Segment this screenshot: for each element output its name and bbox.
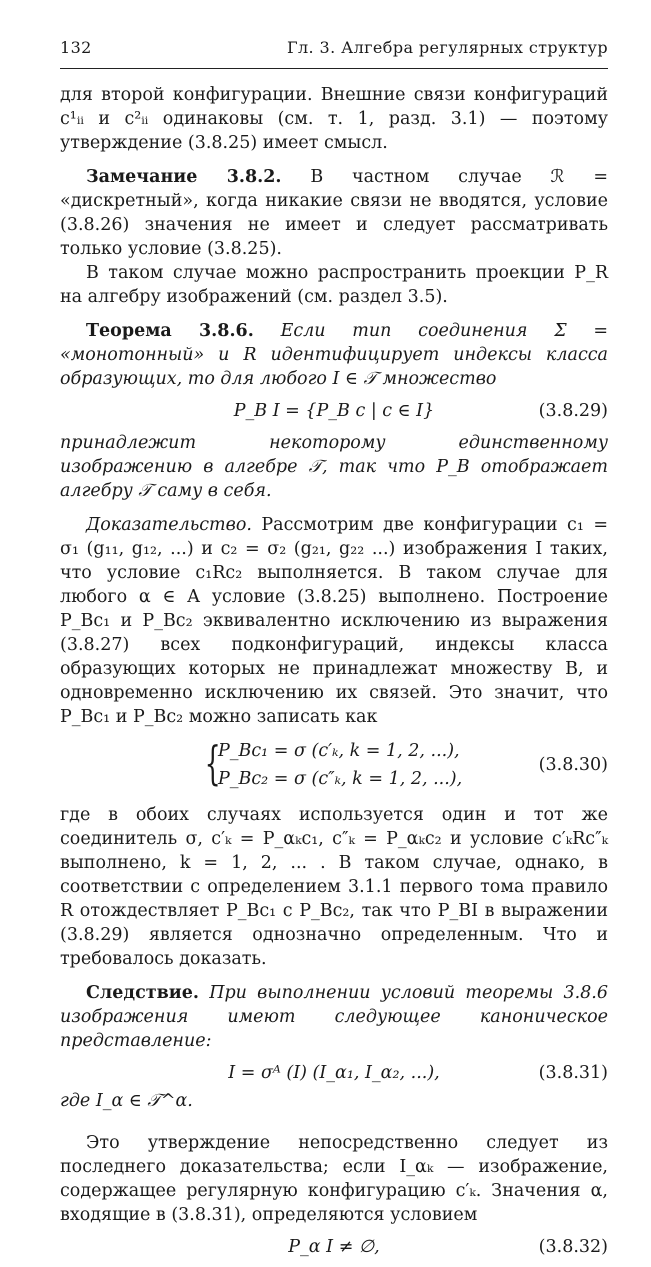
running-title: Гл. 3. Алгебра регулярных структур (286, 38, 608, 57)
equation-number: (3.8.30) (538, 755, 608, 775)
proof-text: Рассмотрим две конфигурации c₁ = σ₁ (g₁₁, g₁₂, ...) и c₂ = σ₂ (g₂₁, g₂₂ ...) изображения I таких, что условие c₁Rc₂ выполняется. В таком случае для любого α ∈ A условие (3.8.25) выполнено. Построение P_Bc₁ и P_Bc₂ эквивалентно исключению из выражения (3.8.27) всех подконфигураций, индексы класса образующих которых не принадлежат множеству B, и одновременно исключению их связей. Это значит, что P_Bc₁ и P_Bc₂ можно записать как (60, 515, 608, 727)
system-line-1: P_Bc₁ = σ (c′ₖ, k = 1, 2, ...), (218, 741, 460, 761)
paragraph-1: для второй конфигурации. Внешние связи конфигураций c¹ᵢᵢ и c²ᵢᵢ одинаковы (см. т. 1, разд. 3.1) — поэтому утверждение (3.8.25) имеет смысл. (60, 85, 608, 153)
remark-paragraph (60, 165, 608, 261)
equation-formula: P_B I = {P_B c | c ∈ I} (233, 401, 435, 421)
equation-formula: I = σᴬ (I) (I_α₁, I_α₂, ...), (228, 1063, 440, 1083)
equation-3-8-31 (60, 1057, 608, 1089)
equation-number: (3.8.31) (538, 1063, 608, 1083)
system-line-2: P_Bc₂ = σ (c″ₖ, k = 1, 2, ...), (218, 769, 463, 789)
page (60, 36, 608, 1267)
equation-system-3-8-30 (60, 737, 608, 797)
page-header (60, 36, 608, 60)
theorem-text: Если тип соединения Σ = «монотонный» и R идентифицирует индексы класса образующих, то для любого I ∈ 𝒯 множество (60, 321, 608, 389)
theorem-paragraph (60, 319, 608, 391)
remark-label: Замечание 3.8.2. (86, 167, 282, 187)
remark-text: В частном случае ℛ = «дискретный», когда никакие связи не вводятся, условие (3.8.26) значения не имеет и следует рассматривать только условие (3.8.25). (60, 167, 609, 259)
proof-label: Доказательство. (86, 515, 252, 535)
equation-number: (3.8.32) (538, 1237, 608, 1257)
equation-3-8-29 (60, 395, 608, 427)
proof-paragraph (60, 513, 608, 729)
equation-number: (3.8.29) (538, 401, 608, 421)
theorem-continuation: принадлежит некоторому единственному изображению в алгебре 𝒯, так что P_B отображает алгебру 𝒯 саму в себя. (60, 433, 608, 501)
page-number: 132 (60, 38, 92, 57)
equation-3-8-32 (60, 1231, 608, 1263)
header-rule (60, 68, 608, 69)
paragraph-3: где в обоих случаях используется один и тот же соединитель σ, c′ₖ = P_αₖc₁, c″ₖ = P_αₖc₂ и условие c′ₖRc″ₖ выполнено, k = 1, 2, ... . В таком случае, однако, в соответствии с определением 3.1.1 первого тома правило R отождествляет P_Bc₁ с P_Bc₂, так что P_BI в выражении (3.8.29) является однозначно определенным. Что и требовалось доказать. (60, 805, 608, 969)
equation-formula: P_α I ≠ ∅, (288, 1237, 380, 1257)
left-brace: { (204, 736, 221, 790)
corollary-paragraph (60, 981, 608, 1053)
paragraph-4: Это утверждение непосредственно следует из последнего доказательства; если I_αₖ — изображение, содержащее регулярную конфигурацию c′ₖ. Значения α, входящие в (3.8.31), определяются условием (60, 1133, 608, 1225)
corollary-label: Следствие. (86, 983, 199, 1003)
paragraph-2: В таком случае можно распространить проекции P_R на алгебру изображений (см. раздел 3.5). (60, 263, 608, 307)
theorem-label: Теорема 3.8.6. (86, 321, 254, 341)
corollary-text: При выполнении условий теоремы 3.8.6 изображения имеют следующее каноническое представление: (60, 983, 608, 1051)
where-clause: где I_α ∈ 𝒯^α. (60, 1091, 193, 1111)
